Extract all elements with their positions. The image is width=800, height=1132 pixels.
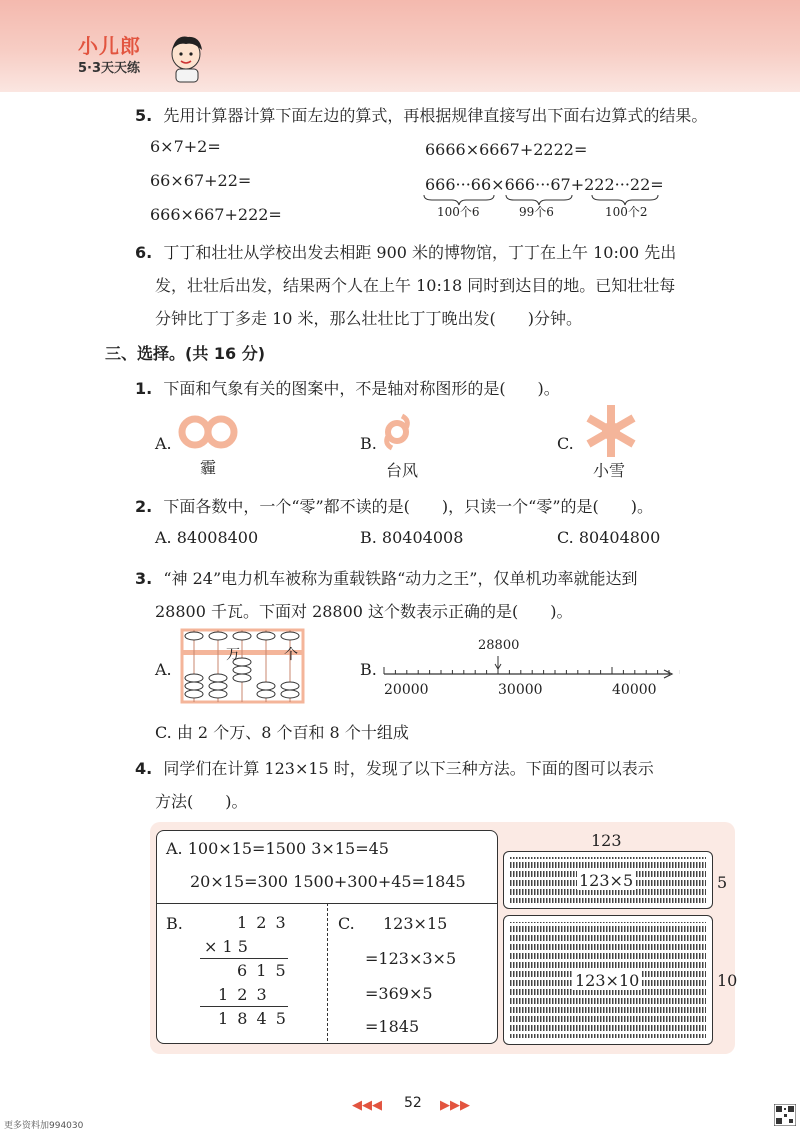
qr-code-icon: [774, 1104, 796, 1126]
c2-number: 2.: [135, 497, 153, 516]
c4-b-row-2: × 1 5: [204, 937, 248, 956]
q5-a: 666···66: [425, 175, 492, 194]
q5-right-1: 6666×6667+2222=: [425, 140, 588, 159]
typhoon-icon: [380, 410, 414, 454]
c4-line-1: 同学们在计算 123×15 时，发现了以下三种方法。下面的图可以表示: [163, 759, 654, 778]
q5-a-label: 100个6: [437, 205, 480, 219]
c1-option-b-caption: 台风: [386, 461, 419, 480]
c3-line-2: 28800 千瓦。下面对 28800 这个数表示正确的是( )。: [155, 602, 573, 621]
c4-c-row-3: =369×5: [365, 984, 433, 1003]
c4-c-label: C.: [338, 914, 355, 933]
diagram-side-10: 10: [717, 971, 738, 990]
c4-c-row-4: =1845: [365, 1017, 420, 1036]
c4-b-rule-1: [200, 958, 288, 959]
c4-divider-v: [327, 903, 328, 1041]
abacus-label-wan: 万: [226, 647, 240, 663]
c1-option-c-letter: C.: [557, 434, 574, 453]
c1-option-a-letter: A.: [155, 434, 172, 453]
c1-text: 下面和气象有关的图案中，不是轴对称图形的是( )。: [163, 379, 560, 398]
diagram-side-5: 5: [717, 873, 728, 892]
c4-b-row-3: 6 1 5: [237, 961, 288, 980]
diagram-box-10-label: 123×10: [575, 971, 640, 990]
brand-title: 小儿郎: [78, 34, 141, 58]
numberline-marker-label: 28800: [478, 638, 520, 653]
c4-a-line-2: 20×15=300 1500+300+45=1845: [190, 872, 466, 891]
mascot-icon: [166, 32, 208, 84]
number-line: [380, 654, 680, 684]
q5-text: 先用计算器计算下面左边的算式，再根据规律直接写出下面右边算式的结果。: [163, 106, 708, 125]
c1-option-a-caption: 霾: [200, 458, 217, 477]
c4-b-row-4: 1 2 3: [218, 985, 269, 1004]
numberline-tick-20000: 20000: [384, 682, 429, 698]
c2-option-a: A. 84008400: [155, 528, 259, 547]
q5-b-label: 99个6: [519, 205, 554, 219]
q5-right-2: [425, 175, 664, 194]
brand-logo: [78, 30, 141, 76]
footer-note: 更多资料加994030: [4, 1121, 84, 1131]
c1-option-b-letter: B.: [360, 434, 377, 453]
next-page-icon[interactable]: ▶▶▶: [440, 1098, 470, 1113]
q6-number: 6.: [135, 243, 153, 262]
q5-b: 666···67: [504, 175, 571, 194]
q6-line-1: 丁丁和壮壮从学校出发去相距 900 米的博物馆，丁丁在上午 10:00 先出: [163, 243, 677, 262]
c3-number: 3.: [135, 569, 153, 588]
c2-option-c: C. 80404800: [557, 528, 661, 547]
c4-number: 4.: [135, 759, 153, 778]
c2-option-b: B. 80404008: [360, 528, 464, 547]
abacus-icon: [180, 628, 305, 704]
prev-page-icon[interactable]: ◀◀◀: [352, 1098, 382, 1113]
c4-line-2: 方法( )。: [155, 792, 248, 811]
c4-b-row-1: 1 2 3: [237, 913, 288, 932]
numberline-tick-30000: 30000: [498, 682, 543, 698]
q5-left-2: 66×67+22=: [150, 171, 252, 190]
q5-left-1: 6×7+2=: [150, 137, 221, 156]
q5-c-label: 100个2: [605, 205, 648, 219]
c4-a-line-1: A. 100×15=1500 3×15=45: [166, 839, 389, 858]
q5-left-3: 666×667+222=: [150, 205, 282, 224]
c3-option-a-letter: A.: [155, 660, 172, 679]
q5-c: 222···22: [584, 175, 651, 194]
numberline-tick-40000: 40000: [612, 682, 657, 698]
diagram-top-label: 123: [591, 831, 622, 850]
c4-b-label: B.: [166, 914, 183, 933]
q6-line-2: 发，壮壮后出发，结果两个人在上午 10:18 同时到达目的地。已知壮壮每: [155, 276, 676, 295]
page-number: 52: [404, 1095, 422, 1111]
brand-subtitle: 5·3天天练: [78, 61, 141, 76]
c3-option-b-letter: B.: [360, 660, 377, 679]
q5-times: ×: [491, 175, 505, 194]
c4-b-row-5: 1 8 4 5: [218, 1009, 288, 1028]
c1-option-c-caption: 小雪: [593, 461, 626, 480]
snow-icon: [583, 403, 639, 459]
c1-number: 1.: [135, 379, 153, 398]
c4-b-rule-2: [200, 1006, 288, 1007]
q6-line-3: 分钟比丁丁多走 10 米，那么壮壮比丁丁晚出发( )分钟。: [155, 309, 583, 328]
haze-icon: [178, 412, 238, 452]
q5-eq: =: [650, 175, 664, 194]
q5-plus: +: [570, 175, 585, 194]
abacus-label-ge: 个: [284, 647, 298, 663]
c3-line-1: “神 24”电力机车被称为重载铁路“动力之王”，仅单机功率就能达到: [163, 569, 638, 588]
section-title: 三、选择。(共 16 分): [105, 344, 266, 363]
c2-text: 下面各数中，一个“零”都不读的是( )，只读一个“零”的是( )。: [163, 497, 654, 516]
c4-c-row-2: =123×3×5: [365, 949, 457, 968]
c3-option-c: C. 由 2 个万、8 个百和 8 个十组成: [155, 723, 409, 742]
q5-number: 5.: [135, 106, 153, 125]
diagram-box-5-label: 123×5: [579, 871, 634, 890]
c4-c-row-1: 123×15: [383, 914, 448, 933]
